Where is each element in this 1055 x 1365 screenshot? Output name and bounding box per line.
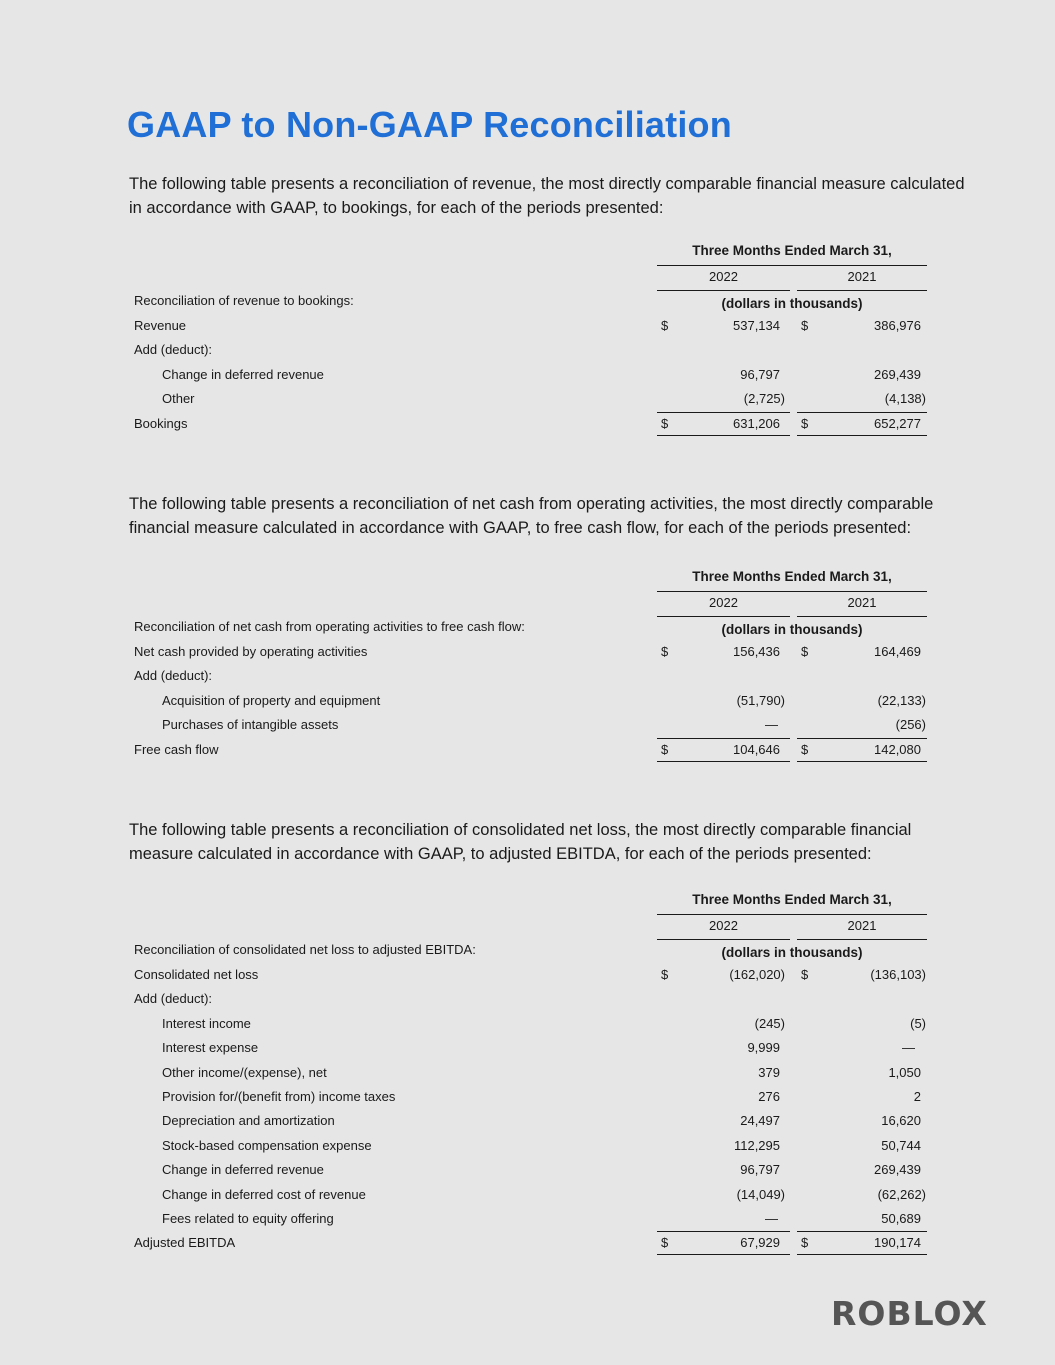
table-row [134, 691, 934, 711]
table-row [134, 642, 934, 662]
value-2022: 96,797 [740, 366, 780, 382]
value-2021: 16,620 [881, 1113, 921, 1129]
currency-symbol: $ [661, 644, 669, 659]
header-rule [657, 914, 927, 915]
value-2021: 50,689 [881, 1211, 921, 1226]
table-row [134, 316, 934, 336]
section1-intro: The following table presents a reconciliation of revenue, the most directly comparable financial measure calculated in accordance with GAAP, to bookings, for each of the periods presented: [129, 175, 965, 217]
year-2022-header: 2022 [709, 595, 738, 610]
total-rule [797, 761, 927, 762]
value-2022: 24,497 [740, 1113, 780, 1129]
currency-symbol: $ [801, 415, 809, 431]
value-2021: (256) [895, 717, 926, 733]
heading-label: Reconciliation of revenue to bookings: [134, 293, 354, 308]
value-2021: 2 [913, 1089, 921, 1104]
table-row [134, 1209, 934, 1229]
period-header: Three Months Ended March 31, [692, 569, 892, 584]
row-label: Revenue [134, 318, 187, 333]
value-2021: — [902, 1040, 915, 1056]
value-2021: 190,174 [874, 1235, 921, 1251]
value-2021: (22,133) [877, 692, 926, 708]
value-2022: 379 [758, 1064, 780, 1080]
heading-label: Reconciliation of net cash from operating activities to free cash flow: [134, 619, 525, 634]
row-label: Interest expense [162, 1040, 259, 1056]
table-row [134, 1185, 934, 1205]
table-row [134, 1038, 934, 1058]
table-row [134, 1014, 934, 1034]
total-rule [657, 738, 790, 739]
total-rule [657, 412, 790, 413]
table-row [134, 715, 934, 735]
value-2022: — [765, 717, 778, 733]
value-2022: (162,020) [729, 967, 785, 982]
value-2021: 50,744 [881, 1137, 921, 1153]
row-label: Depreciation and amortization [162, 1113, 335, 1129]
period-header: Three Months Ended March 31, [692, 243, 892, 258]
value-2022: (14,049) [736, 1186, 785, 1202]
total-rule [657, 761, 790, 762]
row-label: Provision for/(benefit from) income taxes [162, 1089, 396, 1104]
table-row [134, 740, 934, 760]
row-label: Interest income [162, 1015, 251, 1031]
table-row [134, 666, 934, 686]
value-2021: (136,103) [870, 967, 926, 982]
currency-symbol: $ [661, 741, 669, 757]
year-2021-header: 2021 [847, 595, 877, 610]
total-rule [797, 1254, 927, 1255]
value-2021: 269,439 [874, 1162, 921, 1178]
row-label: Add (deduct): [134, 342, 213, 358]
units-label: (dollars in thousands) [721, 622, 863, 637]
currency-symbol: $ [801, 967, 809, 982]
table-row [134, 389, 934, 409]
units-label: (dollars in thousands) [721, 296, 863, 311]
value-2022: (51,790) [736, 692, 785, 708]
value-2022: 276 [758, 1089, 780, 1104]
units-label: (dollars in thousands) [721, 945, 863, 960]
section3-intro: The following table presents a reconciliation of consolidated net loss, the most directly comparable financial measure calculated in accordance with GAAP, to adjusted EBITDA, for each of the periods presented: [129, 821, 912, 863]
roblox-logo-text: ROBLOX [831, 1298, 988, 1328]
total-rule [797, 738, 927, 739]
roblox-logo-icon [831, 1298, 1011, 1328]
year-2021-header: 2021 [847, 269, 877, 284]
value-2022: 631,206 [733, 415, 780, 431]
header-rule [657, 265, 927, 266]
year-2022-header: 2022 [709, 269, 738, 284]
table-row [134, 1136, 934, 1156]
table-row [134, 1111, 934, 1131]
value-2021: 269,439 [874, 366, 921, 382]
value-2022: — [765, 1211, 778, 1226]
row-label: Change in deferred revenue [162, 366, 324, 382]
header-rule [657, 591, 927, 592]
row-label: Add (deduct): [134, 991, 213, 1007]
table-row [134, 414, 934, 434]
currency-symbol: $ [801, 1235, 809, 1251]
section2-intro: The following table presents a reconciliation of net cash from operating activities, the most directly comparable financial measure calculated in accordance with GAAP, to free cash flow, for each of the periods presented: [129, 495, 934, 537]
value-2022: 9,999 [747, 1040, 780, 1056]
currency-symbol: $ [801, 644, 809, 659]
heading-label: Reconciliation of consolidated net loss to adjusted EBITDA: [134, 942, 476, 957]
value-2021: 1,050 [888, 1064, 921, 1080]
value-2021: 386,976 [874, 318, 921, 333]
table-row [134, 365, 934, 385]
row-label: Other [162, 391, 195, 407]
value-2021: (62,262) [877, 1186, 926, 1202]
row-label: Stock-based compensation expense [162, 1137, 372, 1153]
row-label: Change in deferred revenue [162, 1162, 324, 1178]
total-rule [657, 1254, 790, 1255]
table-row [134, 1160, 934, 1180]
row-label: Adjusted EBITDA [134, 1235, 236, 1251]
page-title: GAAP to Non-GAAP Reconciliation [127, 104, 732, 145]
value-2022: 537,134 [733, 318, 780, 333]
currency-symbol: $ [661, 318, 669, 333]
currency-symbol: $ [801, 741, 809, 757]
currency-symbol: $ [661, 415, 669, 431]
table-row [134, 1233, 934, 1253]
row-label: Add (deduct): [134, 668, 213, 684]
value-2022: (2,725) [743, 391, 785, 407]
row-label: Free cash flow [134, 741, 219, 757]
value-2022: 67,929 [740, 1235, 780, 1251]
total-rule [657, 435, 790, 436]
total-rule [657, 1231, 790, 1232]
row-label: Fees related to equity offering [162, 1211, 334, 1226]
currency-symbol: $ [661, 1235, 669, 1251]
row-label: Purchases of intangible assets [162, 717, 339, 733]
table-row [134, 340, 934, 360]
value-2021: (4,138) [884, 391, 926, 407]
value-2021: (5) [910, 1015, 926, 1031]
year-2021-header: 2021 [847, 918, 877, 933]
row-label: Net cash provided by operating activities [134, 644, 368, 659]
value-2021: 652,277 [874, 415, 921, 431]
row-label: Consolidated net loss [134, 967, 259, 982]
total-rule [797, 435, 927, 436]
currency-symbol: $ [801, 318, 809, 333]
row-label: Bookings [134, 415, 188, 431]
value-2022: 156,436 [733, 644, 780, 659]
table-row [134, 1063, 934, 1083]
row-label: Change in deferred cost of revenue [162, 1186, 366, 1202]
period-header: Three Months Ended March 31, [692, 892, 892, 907]
value-2021: 164,469 [874, 644, 921, 659]
table-row [134, 989, 934, 1009]
value-2021: 142,080 [874, 741, 921, 757]
table-row [134, 1087, 934, 1107]
row-label: Other income/(expense), net [162, 1064, 327, 1080]
row-label: Acquisition of property and equipment [162, 692, 381, 708]
total-rule [797, 412, 927, 413]
year-2022-header: 2022 [709, 918, 738, 933]
value-2022: 112,295 [733, 1137, 780, 1153]
currency-symbol: $ [661, 967, 669, 982]
value-2022: 96,797 [740, 1162, 780, 1178]
value-2022: 104,646 [733, 741, 780, 757]
table-row [134, 965, 934, 985]
total-rule [797, 1231, 927, 1232]
value-2022: (245) [754, 1015, 785, 1031]
